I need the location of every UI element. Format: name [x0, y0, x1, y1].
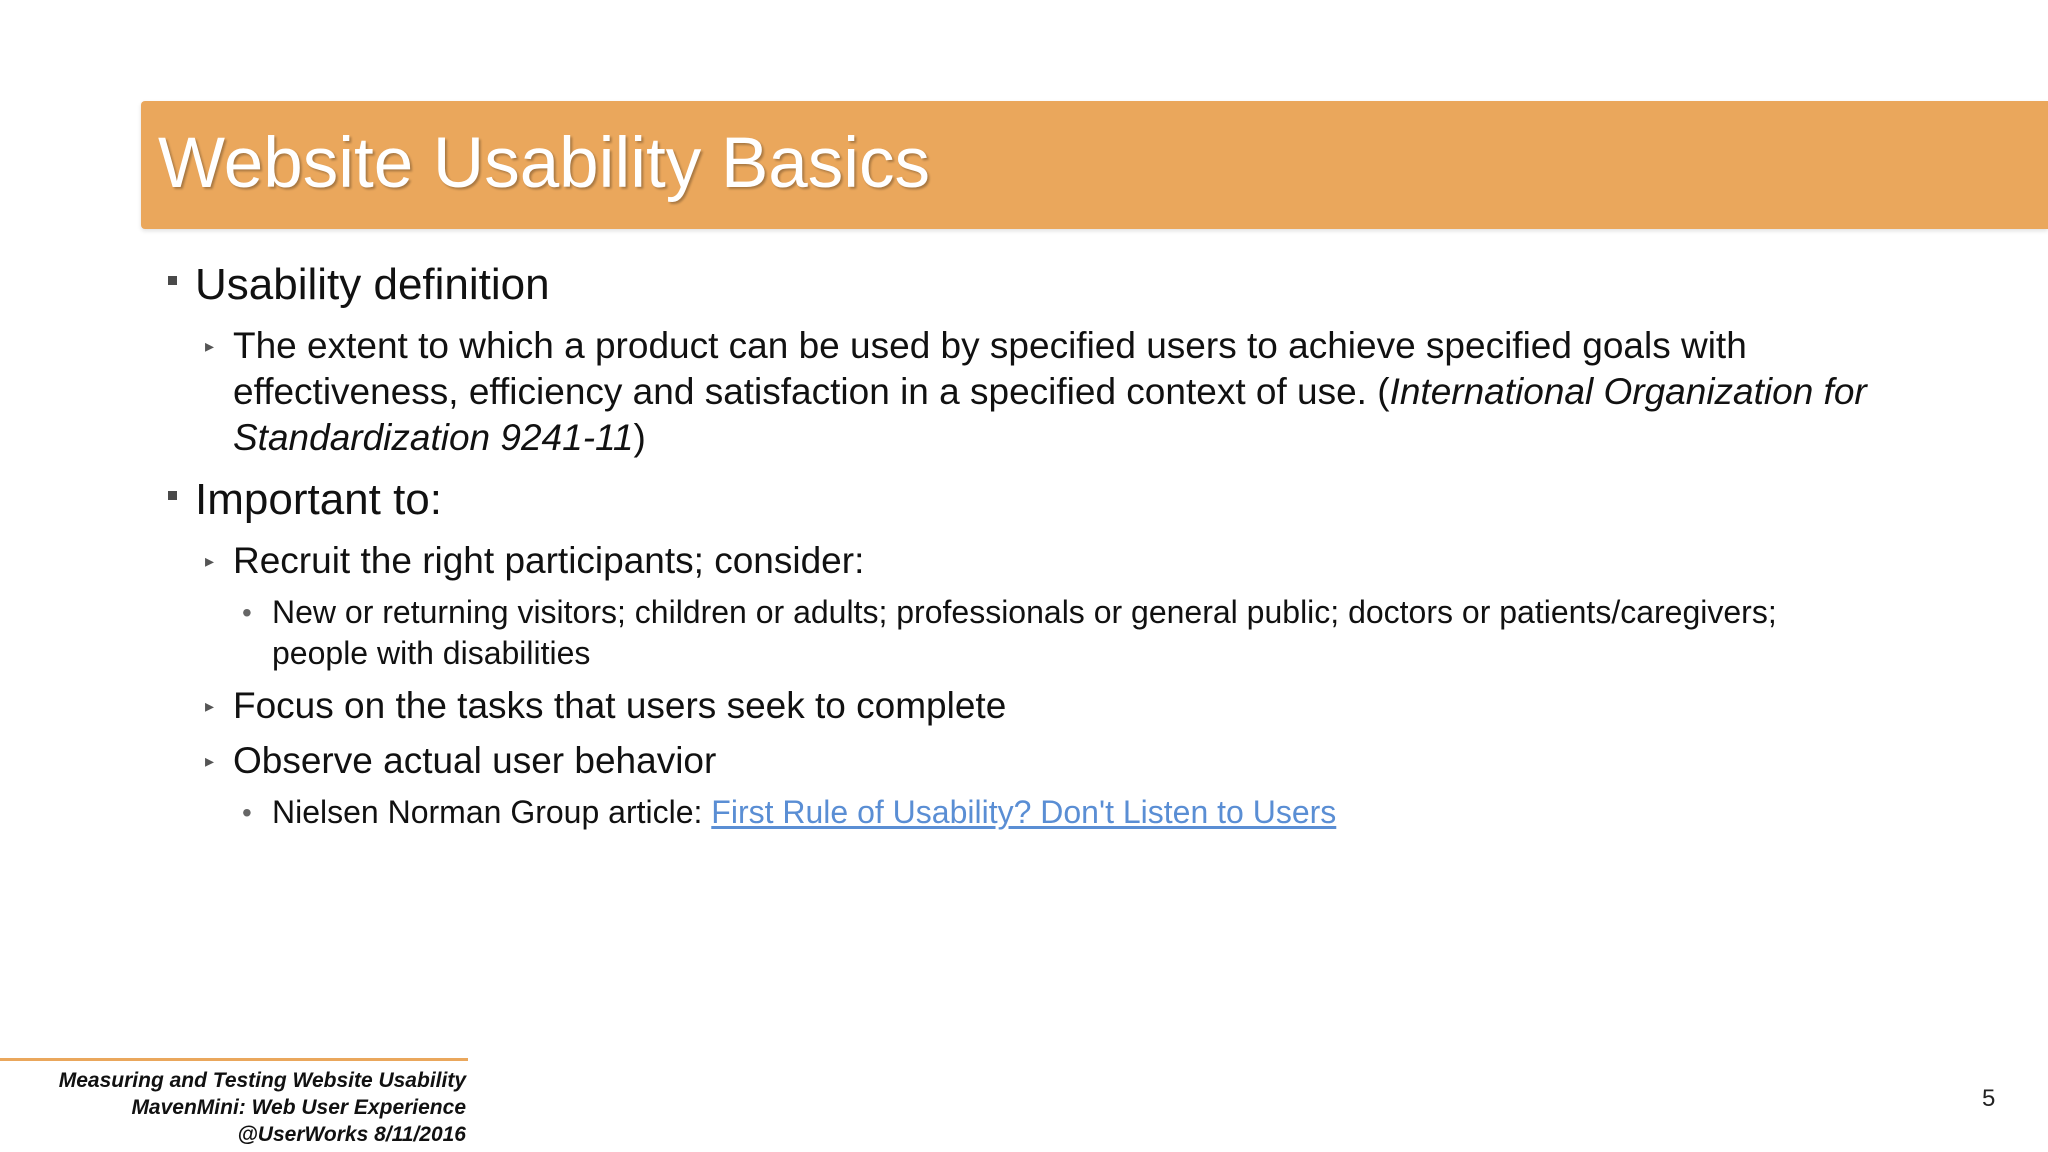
dot-bullet-icon: • [242, 597, 252, 628]
definition-line-2-text: effectiveness, efficiency and satisfaction in a specified context of use. ( [233, 371, 1390, 412]
iso-citation-part-2: Standardization 9241-11 [233, 417, 634, 458]
triangle-bullet-icon: ▸ [205, 551, 215, 571]
bullet-text: Important to: [195, 475, 443, 524]
sub-sub-bullet-article [242, 792, 1337, 833]
page-number: 5 [1982, 1085, 1996, 1112]
definition-line-3 [233, 415, 1867, 461]
participants-line-1: New or returning visitors; children or adults; professionals or general public; doctors or patients/caregivers; [272, 594, 1777, 630]
sub-bullet-text: Observe actual user behavior [233, 740, 717, 781]
footer-rule [0, 1058, 468, 1061]
triangle-bullet-icon: ▸ [205, 336, 215, 356]
article-prefix: Nielsen Norman Group article: [272, 794, 712, 830]
definition-line-2 [233, 369, 1867, 415]
footer-author-date: @UserWorks 8/11/2016 [237, 1123, 466, 1146]
bullet-usability-definition [195, 259, 550, 311]
bullet-text: Usability definition [195, 260, 550, 309]
sub-bullet-definition [205, 323, 1867, 461]
definition-line-1: The extent to which a product can be used by specified users to achieve specified goals with [233, 325, 1747, 366]
sub-bullet-focus-tasks [205, 683, 1007, 729]
slide-title: Website Usability Basics [158, 124, 931, 203]
square-bullet-icon [168, 491, 177, 500]
participants-line-2: people with disabilities [272, 635, 591, 671]
square-bullet-icon [168, 276, 177, 285]
triangle-bullet-icon: ▸ [205, 751, 215, 771]
iso-citation-part-1: International Organization for [1389, 371, 1867, 412]
closing-paren: ) [633, 417, 646, 458]
bullet-important-to [195, 474, 442, 526]
footer-course-title: Measuring and Testing Website Usability [58, 1069, 466, 1092]
footer [0, 1067, 466, 1148]
title-bar [141, 101, 2048, 229]
dot-bullet-icon: • [242, 797, 252, 828]
sub-bullet-recruit [205, 538, 865, 584]
article-link[interactable]: First Rule of Usability? Don't Listen to Users [711, 794, 1337, 830]
sub-bullet-observe [205, 738, 717, 784]
sub-bullet-text: Focus on the tasks that users seek to complete [233, 685, 1007, 726]
sub-bullet-text: Recruit the right participants; consider: [233, 540, 865, 581]
footer-series: MavenMini: Web User Experience [131, 1096, 466, 1119]
triangle-bullet-icon: ▸ [205, 696, 215, 716]
sub-sub-bullet-participants [242, 592, 1777, 674]
